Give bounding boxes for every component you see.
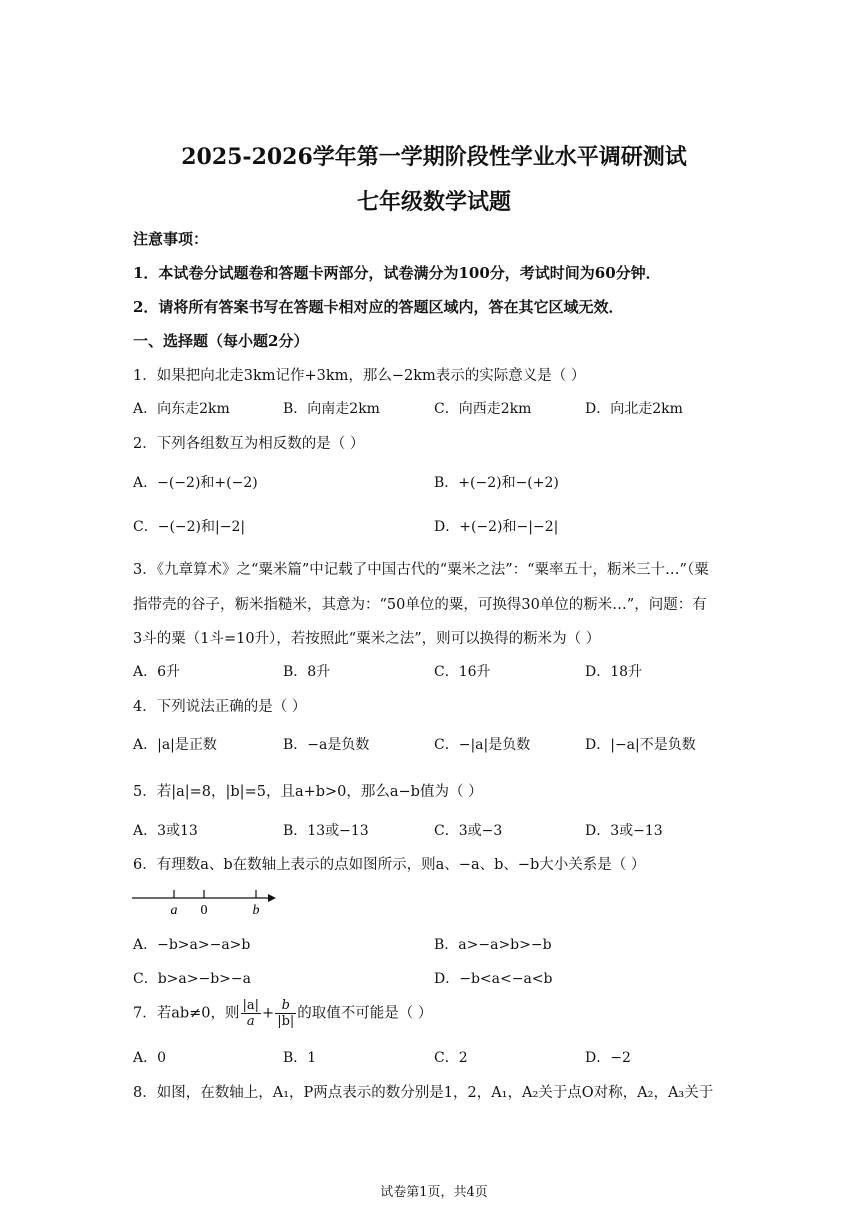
q7-option-d: D．−2 [585, 1050, 631, 1066]
q7-plus-sign: + [262, 1005, 275, 1022]
axis-label-zero: 0 [200, 903, 208, 918]
q3-line-1: 3．《九章算术》之“粟米篇”中记载了中国古代的“粟米之法”：“粟率五十，粝米三十…”（粟 [133, 562, 709, 578]
q7-option-c: C．2 [434, 1050, 468, 1066]
q4-option-d: D．|−a|不是负数 [585, 737, 696, 753]
q5-stem: 5．若|a|=8，|b|=5，且a+b>0，那么a−b值为（ ） [133, 784, 483, 800]
q5-option-b: B．13或−13 [283, 823, 369, 839]
number-line-figure [130, 882, 280, 918]
q2-stem: 2．下列各组数互为相反数的是（ ） [133, 436, 365, 452]
section-heading: 一、选择题（每小题2分） [133, 332, 309, 350]
q2-option-b: B．+(−2)和−(+2) [434, 475, 559, 491]
q4-option-c: C．−|a|是负数 [434, 737, 531, 753]
q6-option-a: A．−b>a>−a>b [133, 937, 251, 953]
notice-heading: 注意事项： [133, 230, 209, 248]
notice-item-1: 1．本试卷分试题卷和答题卡两部分，试卷满分为100分，考试时间为60分钟． [133, 264, 661, 282]
q6-option-d: D．−b<a<−a<b [434, 971, 553, 987]
fraction-2-numerator: b [275, 998, 296, 1014]
q1-stem: 1．如果把向北走3km记作+3km，那么−2km表示的实际意义是（ ） [133, 368, 586, 384]
page-footer: 试卷第1页，共4页 [380, 1185, 488, 1200]
fraction-1-numerator: |a| [242, 998, 260, 1013]
fraction-2-denominator: |b| [277, 1014, 295, 1029]
number-line-arrow [268, 894, 276, 902]
q6-option-c: C．b>a>−b>−a [133, 971, 251, 987]
q7-stem-suffix: 的取值不可能是（ ） [297, 1005, 433, 1022]
title-line-1: 2025-2026学年第一学期阶段性学业水平调研测试 [181, 144, 687, 170]
title-line-2: 七年级数学试题 [356, 189, 511, 215]
q3-option-a: A．6升 [133, 664, 181, 680]
fraction-b-over-abs-b [275, 998, 296, 1029]
q5-option-d: D．3或−13 [585, 823, 663, 839]
q1-option-a: A．向东走2km [133, 401, 230, 417]
q4-option-a: A．|a|是正数 [133, 737, 217, 753]
q5-option-a: A．3或13 [133, 823, 198, 839]
fraction-abs-a-over-a [241, 998, 262, 1029]
q7-option-b: B．1 [283, 1050, 317, 1066]
q6-stem: 6．有理数a、b在数轴上表示的点如图所示，则a、−a、b、−b大小关系是（ ） [133, 857, 646, 873]
q2-option-a: A．−(−2)和+(−2) [133, 475, 258, 491]
notice-item-2: 2．请将所有答案书写在答题卡相对应的答题区域内，答在其它区域无效． [133, 298, 624, 316]
q7-stem-prefix: 7．若ab≠0，则 [133, 1005, 240, 1022]
q6-option-b: B．a>−a>b>−b [434, 937, 552, 953]
q2-option-c: C．−(−2)和|−2| [133, 519, 246, 535]
q8-stem: 8．如图，在数轴上，A₁，P两点表示的数分别是1，2，A₁，A₂关于点O对称，A₂，A₃关于 [133, 1085, 714, 1101]
q1-option-b: B．向南走2km [283, 401, 380, 417]
q2-option-d: D．+(−2)和−|−2| [434, 519, 559, 535]
q3-option-b: B．8升 [283, 664, 331, 680]
axis-label-b: b [252, 903, 260, 918]
q4-option-b: B．−a是负数 [283, 737, 370, 753]
q7-option-a: A．0 [133, 1050, 167, 1066]
q7-stem [133, 998, 432, 1029]
q3-line-2: 指带壳的谷子，粝米指糙米，其意为：“50单位的粟，可换得30单位的粝米…”，问题：有 [133, 597, 707, 613]
q1-option-c: C．向西走2km [434, 401, 532, 417]
q3-option-d: D．18升 [585, 664, 643, 680]
q3-line-3: 3斗的粟（1斗=10升），若按照此“粟米之法”，则可以换得的粝米为（ ） [133, 631, 601, 647]
fraction-1-denominator: a [246, 1014, 255, 1029]
q4-stem: 4．下列说法正确的是（ ） [133, 699, 307, 715]
axis-label-a: a [170, 903, 178, 918]
q5-option-c: C．3或−3 [434, 823, 503, 839]
q3-option-c: C．16升 [434, 664, 491, 680]
q1-option-d: D．向北走2km [585, 401, 683, 417]
